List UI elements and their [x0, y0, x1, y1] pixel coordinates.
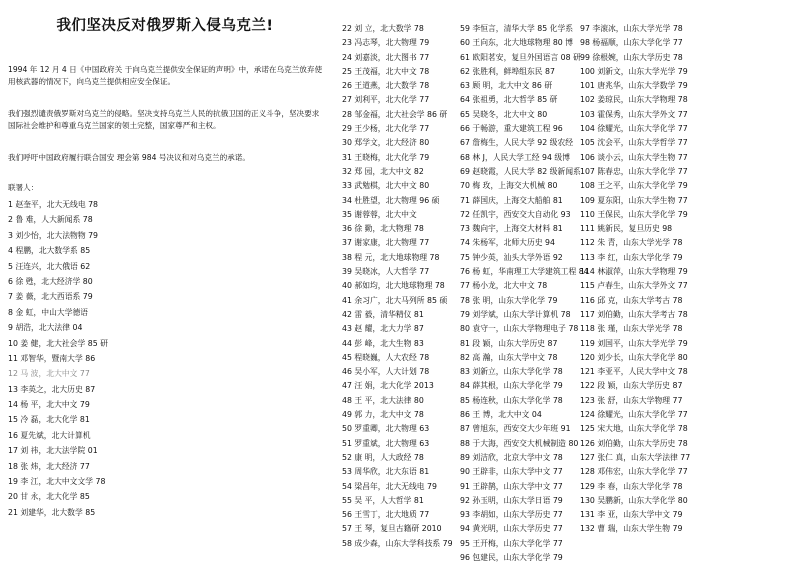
signer-entry: 93 李胡如，山东大学历史 77: [460, 510, 563, 520]
signer-entry: 74 朱杨军，北师大历史 94: [460, 238, 555, 248]
signer-entry: 83 刘新立，山东大学化学 78: [460, 367, 563, 377]
signer-entry: 27 刘利平，北大化学 77: [342, 95, 430, 105]
signer-entry: 109 夏东阳，山东大学生物 77: [580, 195, 688, 205]
signer-entry: 8 金 虹，中山大学德语: [8, 307, 89, 317]
signer-entry: 117 刘伯勤，山东大学考古 78: [580, 309, 688, 319]
signer-entry: 73 魏向宇，上海交大材料 81: [460, 224, 563, 234]
signer-entry: 118 张 瑾，山东大学光学 78: [580, 324, 683, 334]
signer-entry: 4 程鹏，北大数学系 85: [8, 246, 91, 256]
signer-entry: 23 冯志琴，北大物理 79: [342, 38, 430, 48]
signer-entry: 1 赵奎平，北大无线电 78: [8, 200, 99, 209]
signer-entry: 101 唐兆华，山东大学数学 79: [580, 81, 688, 91]
signer-entry: 17 刘 祎，北大法学院 01: [8, 446, 98, 456]
signer-entry: 124 徐耀光，山东大学化学 77: [580, 410, 688, 420]
signer-entry: 81 段 颖，山东大学历史 87: [460, 338, 558, 348]
signer-entry: 96 包建民，山东大学化学 79: [460, 552, 563, 562]
signer-entry: 106 谈小云，山东大学生物 77: [580, 152, 688, 162]
signer-entry: 127 张仁 真，山东大学法律 77: [580, 452, 691, 462]
signer-entry: 67 詹梅生，人民大学 92 级农经: [460, 138, 574, 148]
signer-entry: 123 张 舒，山东大学物理 77: [580, 395, 683, 405]
signer-entry: 110 王保民，山东大学化学 79: [580, 209, 688, 219]
paragraph-3: 我们呼吁中国政府履行联合国安 理会第 984 号决议和对乌克兰的承诺。: [8, 153, 250, 162]
signer-entry: 87 曾旭东，西安交大少年班 91: [460, 424, 571, 434]
signer-entry: 64 张祖勇，北大哲学 85 研: [460, 95, 558, 105]
signer-entry: 9 胡浩，北大法律 04: [8, 323, 83, 333]
signers-column-2: [342, 22, 453, 551]
signer-entry: 79 刘学斌，山东大学计算机 78: [460, 309, 571, 319]
signers-column-1: [8, 198, 108, 521]
signer-entry: 32 郑 园，北大中文 82: [342, 166, 424, 176]
signer-entry: 116 邱 克，山东大学考古 78: [580, 295, 683, 305]
signer-entry: 105 沈会平，山东大学哲学 77: [580, 138, 688, 148]
signer-entry: 39 吴晓冰，人大哲学 77: [342, 267, 430, 277]
signer-entry: 60 王向东，北大地球物理 80 博: [460, 38, 574, 48]
signer-entry: 85 杨连秋，山东大学化学 78: [460, 395, 563, 405]
signer-entry: 38 程 元，北大地球物理 78: [342, 252, 440, 262]
signer-entry: 108 王之平，山东大学化学 79: [580, 181, 688, 191]
signer-entry: 21 刘建华，北大数学 85: [8, 507, 96, 517]
signer-entry: 52 康 明，人大政经 78: [342, 452, 424, 462]
signer-entry: 66 于畅游，重大建筑工程 96: [460, 124, 563, 134]
signer-entry: 97 李滚冰，山东大学光学 78: [580, 24, 683, 33]
signer-entry: 11 邓智华，暨南大学 86: [8, 353, 96, 363]
signer-entry: 58 成少森，山东大学科技系 79: [342, 538, 453, 548]
signer-entry: 86 王 博，北大中文 04: [460, 410, 542, 420]
signer-entry: 24 刘嘉淡，北大图书 77: [342, 52, 430, 62]
signer-entry: 107 陈春忠，山东大学化学 77: [580, 166, 688, 176]
signer-entry: 68 林 J，人民大学工经 94 级博: [460, 152, 571, 162]
signer-entry: 48 王 平，北大法律 80: [342, 395, 424, 405]
signer-entry: 65 吴晓冬，北大中文 80: [460, 109, 548, 119]
signer-entry: 99 徐根婉，山东大学历史 78: [580, 52, 683, 62]
signer-entry: 121 李亚平，人民大学中文 78: [580, 367, 688, 377]
page-title: 我们坚决反对俄罗斯入侵乌克兰!: [56, 18, 274, 34]
signer-entry: 35 谢蓉蓉，北大中文: [342, 209, 417, 219]
signer-entry: 34 杜胜望，北大物理 96 硕: [342, 195, 440, 205]
signer-entry: 120 刘少长，山东大学化学 80: [580, 352, 688, 362]
signer-entry: 71 薛国庆，上海交大船舶 81: [460, 195, 563, 205]
signer-entry: 29 王少杨，北大化学 77: [342, 124, 430, 134]
signer-entry: 54 梁昌年，北大无线电 79: [342, 481, 437, 491]
signer-entry: 50 罗重卿，北大物理 63: [342, 424, 430, 434]
signer-entry: 43 赵 耀，北大力学 87: [342, 324, 424, 334]
signer-entry: 88 于大海，西安交大机械制造 80: [460, 438, 579, 448]
paragraph-1: 1994 年 12 月 4 日《中国政府关 于向乌克兰提供安全保证的声明》中，承诺在乌克兰放弃使用核武器的情况下，向乌克兰提供相应安全保证。: [8, 65, 323, 86]
signer-entry: 115 卢春生，山东大学外文 77: [580, 281, 688, 291]
signer-entry: 57 王 琴，复旦古籍研 2010: [342, 524, 442, 534]
signer-entry: 112 朱 青，山东大学光学 78: [580, 238, 683, 248]
signer-entry: 15 冷 磊，北大化学 81: [8, 415, 90, 425]
signer-entry: 75 钟少英，汕头大学外语 92: [460, 252, 563, 262]
signer-entry: 132 曹 瑞，山东大学生物 79: [580, 524, 683, 534]
signer-entry: 53 周华欣，北大东语 81: [342, 467, 430, 477]
signer-entry: 69 赵晓霞，人民大学 82 级新闻系: [460, 166, 581, 176]
signer-entry: 12 马 波，北大中文 77: [8, 369, 90, 379]
signer-entry: 98 杨福顺，山东大学化学 77: [580, 38, 683, 48]
signer-entry: 10 姜 健，北大社会学 85 研: [8, 338, 108, 348]
signer-entry: 131 李 亚，山东大学中文 79: [580, 510, 683, 520]
signer-entry: 77 杨小龙，北大中文 78: [460, 281, 548, 291]
signer-entry: 22 刘 立，北大数学 78: [342, 24, 424, 33]
signer-entry: 13 李英之，北大历史 87: [8, 384, 96, 394]
signer-entry: 102 姜琼民，山东大学物理 78: [580, 95, 688, 105]
signer-entry: 63 顾 明，北大中文 86 研: [460, 81, 553, 91]
signer-entry: 55 吴 平，人大哲学 81: [342, 495, 424, 505]
signer-entry: 31 王晓梅，北大化学 79: [342, 152, 430, 162]
signer-entry: 82 高 瀚，山东大学中文 78: [460, 352, 558, 362]
signer-entry: 130 吴鹏新，山东大学化学 80: [580, 495, 688, 505]
signer-entry: 33 武勉棋，北大中文 80: [342, 181, 430, 191]
signer-entry: 61 欧阳茗安，复旦外国语言 08 研: [460, 52, 581, 62]
signer-entry: 40 郝如均，北大地球物理 78: [342, 281, 445, 291]
signer-entry: 126 刘伯勤，山东大学历史 78: [580, 438, 688, 448]
signers-column-3: [460, 22, 589, 565]
signer-entry: 47 汪 娟，北大化学 2013: [342, 381, 434, 391]
signer-entry: 76 杨 虹，华南理工大学建筑工程 84: [460, 267, 589, 277]
signer-entry: 16 夏先斌，北大计算机: [8, 430, 91, 440]
signer-entry: 49 郭 力，北大中文 78: [342, 410, 424, 420]
signer-entry: 90 王辟非，山东大学中文 77: [460, 467, 563, 477]
signer-entry: 45 程晓巍，人大农经 78: [342, 352, 430, 362]
signer-entry: 30 郑学文，北大经济 80: [342, 138, 430, 148]
signer-entry: 80 袁守一，山东大学物理电子 78: [460, 324, 579, 334]
signers-column-4: [580, 22, 690, 537]
signer-entry: 5 汪连兴，北大俄语 62: [8, 261, 91, 271]
signer-entry: 104 徐耀光，山东大学化学 77: [580, 124, 688, 134]
signer-entry: 89 刘洁欣，北京大学中文 78: [460, 452, 563, 462]
signer-entry: 95 王开梅，山东大学化学 77: [460, 538, 563, 548]
signer-entry: 18 张 炜，北大经济 77: [8, 461, 90, 471]
signer-entry: 41 余习广，北大马列所 85 硕: [342, 295, 448, 305]
signer-entry: 122 段 颖，山东大学历史 87: [580, 381, 683, 391]
signer-entry: 111 姚新民，复旦历史 98: [580, 224, 673, 234]
signer-entry: 46 吴小军，人大计划 78: [342, 367, 430, 377]
signers-label: 联署人：: [8, 183, 39, 192]
signer-entry: 51 罗重斌，北大物理 63: [342, 438, 430, 448]
signer-entry: 42 雷 毅，清华精仪 81: [342, 309, 424, 319]
signer-entry: 129 李 春，山东大学化学 78: [580, 481, 683, 491]
signer-entry: 20 甘 永，北大化学 85: [8, 492, 90, 502]
signer-entry: 7 姜 薇，北大西语系 79: [8, 292, 93, 302]
signer-entry: 100 刘新文，山东大学光学 79: [580, 66, 688, 76]
signer-entry: 6 徐 甦，北大经济学 80: [8, 276, 93, 286]
signer-entry: 94 黄光明，山东大学历史 77: [460, 524, 563, 534]
signer-entry: 92 孙玉明，山东大学日语 79: [460, 495, 563, 505]
signer-entry: 3 刘少怡，北大法物物 79: [8, 230, 99, 240]
signer-entry: 59 李恒言，清华大学 85 化学系: [460, 24, 574, 33]
signer-entry: 26 王道燕，北大数学 78: [342, 81, 430, 91]
signer-entry: 84 薛其根，山东大学化学 79: [460, 381, 563, 391]
signer-entry: 113 李 红，山东大学化学 79: [580, 252, 683, 262]
signer-entry: 128 邓伟宏，山东大学化学 77: [580, 467, 688, 477]
signer-entry: 19 李 江，北大中文文学 78: [8, 477, 106, 487]
signer-entry: 114 林淑萍，山东大学物理 79: [580, 267, 688, 277]
signer-entry: 2 鲁 难，人大新闻系 78: [8, 215, 93, 225]
signer-entry: 62 张胜利，鲜埠组东民 87: [460, 66, 555, 76]
signer-entry: 78 张 明，山东大学化学 79: [460, 295, 558, 305]
signer-entry: 37 谢家康，北大物理 77: [342, 238, 430, 248]
signer-entry: 56 王雪丁，北大地质 77: [342, 510, 430, 520]
signer-entry: 70 梅 玫，上海交大机械 80: [460, 181, 558, 191]
signer-entry: 28 邹金福，北大社会学 86 研: [342, 109, 448, 119]
signer-entry: 91 王辟鹊，山东大学中文 77: [460, 481, 563, 491]
signer-entry: 103 霍保秀，山东大学外文 77: [580, 109, 688, 119]
signer-entry: 125 宋大地，山东大学化学 78: [580, 424, 688, 434]
signer-entry: 44 彭 峰，北大生物 83: [342, 338, 424, 348]
signer-entry: 119 刘国平，山东大学光学 79: [580, 338, 688, 348]
signer-entry: 72 任凯宇，西安交大自动化 93: [460, 209, 571, 219]
signer-entry: 25 王茂福，北大中文 78: [342, 66, 430, 76]
signer-entry: 14 杨 平，北大中文 79: [8, 400, 90, 410]
signer-entry: 36 徐 勤，北大物理 78: [342, 224, 424, 234]
paragraph-2: 我们强烈谴责俄罗斯对乌克兰的侵略。坚决支持乌克兰人民的抗俄卫国的正义斗争，坚决要求国际社会维护和尊重乌克兰国家的领土完整，国家尊严和主权。: [8, 109, 320, 130]
